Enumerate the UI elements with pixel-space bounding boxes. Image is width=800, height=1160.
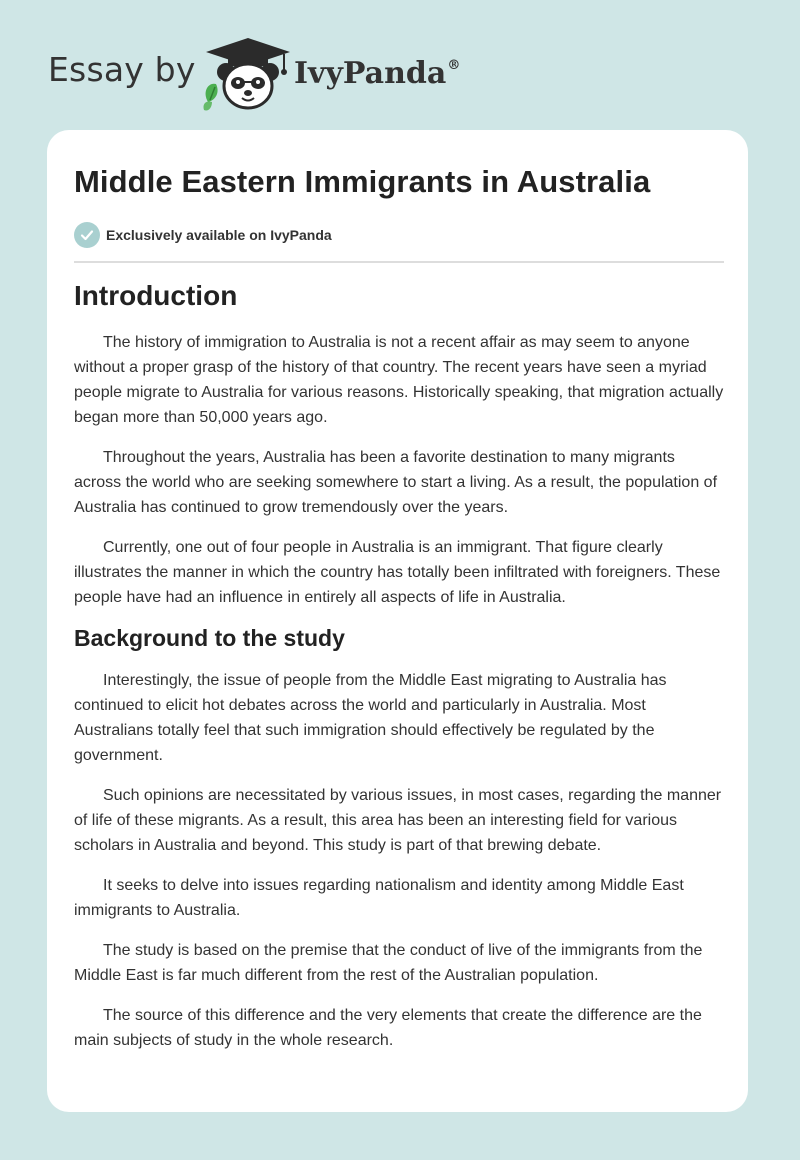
essay-by-label: Essay by (48, 50, 196, 89)
registered-mark: ® (447, 58, 461, 73)
paragraph: Throughout the years, Australia has been a favorite destination to many migrants across the world who are seeking somewhere to start a living. As a result, the population of Australia has continued to grow tremendously over the years. (74, 449, 718, 516)
brand-name[interactable] (294, 56, 460, 91)
paragraph: Currently, one out of four people in Australia is an immigrant. That figure clearly illustrates the manner in which the country has totally been infiltrated with foreigners. These people have had an influence in entirely all aspects of life in Australia. (74, 539, 721, 606)
exclusive-label: Exclusively available on IvyPanda (106, 227, 332, 243)
paragraph: Such opinions are necessitated by various issues, in most cases, regarding the manner of life of these migrants. As a result, this area has been an interesting field for various scholars in Australia and beyond. This study is part of that brewing debate. (74, 787, 722, 854)
essay-content (74, 280, 724, 1068)
exclusive-badge (74, 221, 332, 249)
site-header (48, 34, 508, 114)
paragraph: It seeks to delve into issues regarding nationalism and identity among Middle East immigrants to Australia. (74, 877, 684, 919)
title-divider (74, 261, 724, 263)
paragraph: The study is based on the premise that the conduct of live of the immigrants from the Middle East is far much different from the rest of the Australian population. (74, 942, 703, 984)
section-heading-background: Background to the study (74, 625, 345, 651)
section-heading-introduction: Introduction (74, 280, 238, 311)
paragraph: The source of this difference and the very elements that create the difference are the main subjects of study in the whole research. (74, 1007, 702, 1049)
check-icon (74, 222, 100, 248)
essay-card (47, 130, 748, 1112)
page-title: Middle Eastern Immigrants in Australia (74, 164, 651, 199)
panda-logo-icon[interactable] (198, 34, 298, 114)
paragraph: Interestingly, the issue of people from the Middle East migrating to Australia has continued to elicit hot debates across the world and particularly in Australia. Most Australians totally feel that such immigration should effectively be regulated by the government. (74, 672, 667, 764)
paragraph: The history of immigration to Australia is not a recent affair as may seem to anyone without a proper grasp of the history of that country. The recent years have seen a myriad people migrate to Australia for various reasons. Historically speaking, that migration actually began more than 50,000 years ago. (74, 334, 724, 426)
brand-text: IvyPanda (294, 56, 447, 91)
